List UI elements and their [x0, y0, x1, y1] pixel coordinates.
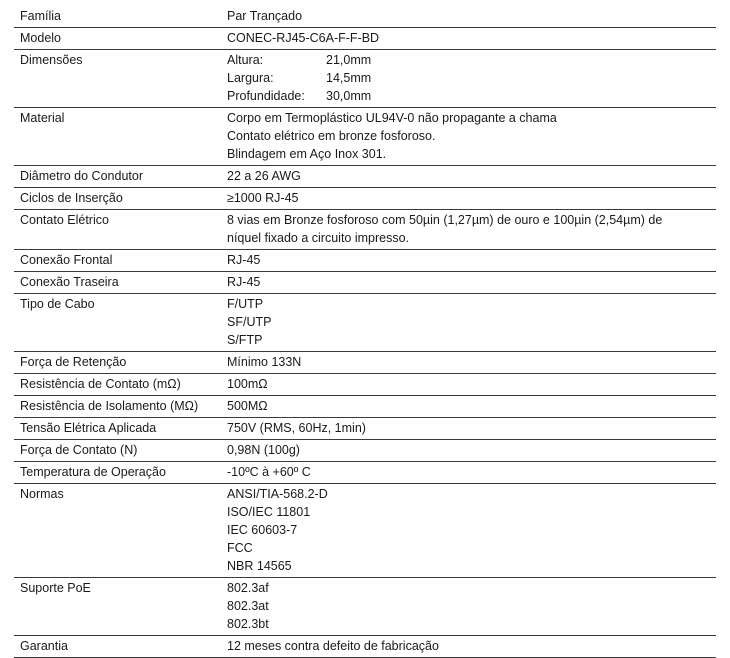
spec-value-line: 802.3af: [227, 581, 269, 595]
dimension-line: [227, 51, 712, 69]
spec-label: Tipo de Cabo: [14, 294, 227, 352]
spec-label: Suporte PoE: [14, 578, 227, 636]
spec-label: Garantia: [14, 636, 227, 658]
spec-row: [14, 28, 716, 50]
spec-value-line: 802.3bt: [227, 617, 269, 631]
spec-value-line: 8 vias em Bronze fosforoso com 50µin (1,27µm) de ouro e 100µin (2,54µm) de: [227, 213, 663, 227]
spec-row: [14, 294, 716, 352]
spec-value: [227, 440, 716, 462]
spec-label: Força de Retenção: [14, 352, 227, 374]
spec-value: [227, 396, 716, 418]
spec-value: [227, 50, 716, 108]
dimension-value: 30,0mm: [326, 89, 372, 103]
spec-value-line: Mínimo 133N: [227, 355, 302, 369]
spec-value-line: 750V (RMS, 60Hz, 1min): [227, 421, 366, 435]
spec-value: [227, 272, 716, 294]
spec-row: [14, 108, 716, 166]
dimension-name: Profundidade:: [227, 89, 305, 103]
spec-row: [14, 250, 716, 272]
spec-label: Força de Contato (N): [14, 440, 227, 462]
spec-table-body: [14, 6, 716, 658]
spec-label: Tensão Elétrica Aplicada: [14, 418, 227, 440]
spec-row: [14, 50, 716, 108]
spec-value-line: RJ-45: [227, 253, 261, 267]
spec-value-line: 100mΩ: [227, 377, 268, 391]
spec-value: [227, 250, 716, 272]
spec-value-line: Par Trançado: [227, 9, 303, 23]
spec-value: [227, 28, 716, 50]
spec-value-line: 22 a 26 AWG: [227, 169, 301, 183]
spec-label: Conexão Traseira: [14, 272, 227, 294]
spec-label: Resistência de Isolamento (MΩ): [14, 396, 227, 418]
spec-label: Temperatura de Operação: [14, 462, 227, 484]
spec-value-line: 0,98N (100g): [227, 443, 300, 457]
spec-value: [227, 294, 716, 352]
spec-row: [14, 374, 716, 396]
dimension-name: Altura:: [227, 53, 264, 67]
spec-value: [227, 484, 716, 578]
spec-value: [227, 374, 716, 396]
spec-value-line: ≥1000 RJ-45: [227, 191, 299, 205]
spec-row: [14, 188, 716, 210]
dimension-line: [227, 87, 712, 105]
spec-value-line: IEC 60603-7: [227, 523, 298, 537]
spec-value-line: ISO/IEC 11801: [227, 505, 311, 519]
spec-label: Modelo: [14, 28, 227, 50]
spec-row: [14, 440, 716, 462]
spec-value-line: Corpo em Termoplástico UL94V-0 não propagante a chama: [227, 111, 557, 125]
spec-row: [14, 418, 716, 440]
spec-value-line: SF/UTP: [227, 315, 272, 329]
spec-label: Material: [14, 108, 227, 166]
spec-value-line: 500MΩ: [227, 399, 268, 413]
spec-value-line: Blindagem em Aço Inox 301.: [227, 147, 387, 161]
spec-value: [227, 6, 716, 28]
spec-label: Diâmetro do Condutor: [14, 166, 227, 188]
spec-row: [14, 484, 716, 578]
spec-label: Resistência de Contato (mΩ): [14, 374, 227, 396]
spec-row: [14, 210, 716, 250]
spec-row: [14, 166, 716, 188]
spec-label: Normas: [14, 484, 227, 578]
spec-value: [227, 108, 716, 166]
spec-label: Ciclos de Inserção: [14, 188, 227, 210]
spec-value-line: 12 meses contra defeito de fabricação: [227, 639, 439, 653]
spec-table: [14, 6, 716, 658]
spec-value-line: S/FTP: [227, 333, 263, 347]
spec-value: [227, 578, 716, 636]
spec-value-line: ANSI/TIA-568.2-D: [227, 487, 328, 501]
spec-value-line: CONEC-RJ45-C6A-F-F-BD: [227, 31, 380, 45]
dimension-value: 21,0mm: [326, 53, 372, 67]
spec-label: Dimensões: [14, 50, 227, 108]
spec-value-line: 802.3at: [227, 599, 269, 613]
spec-value: [227, 418, 716, 440]
dimension-value: 14,5mm: [326, 71, 372, 85]
spec-value: [227, 166, 716, 188]
spec-value: [227, 352, 716, 374]
spec-value-line: NBR 14565: [227, 559, 292, 573]
spec-row: [14, 578, 716, 636]
spec-value: [227, 188, 716, 210]
spec-row: [14, 396, 716, 418]
spec-value-line: FCC: [227, 541, 253, 555]
dimension-name: Largura:: [227, 71, 274, 85]
spec-value-line: F/UTP: [227, 297, 264, 311]
spec-row: [14, 462, 716, 484]
spec-value: [227, 462, 716, 484]
spec-value-line: níquel fixado a circuito impresso.: [227, 231, 410, 245]
spec-label: Família: [14, 6, 227, 28]
spec-row: [14, 6, 716, 28]
spec-label: Contato Elétrico: [14, 210, 227, 250]
spec-value-line: Contato elétrico em bronze fosforoso.: [227, 129, 436, 143]
spec-value: [227, 210, 716, 250]
spec-label: Conexão Frontal: [14, 250, 227, 272]
spec-value-line: RJ-45: [227, 275, 261, 289]
spec-value-line: -10ºC à +60º C: [227, 465, 311, 479]
dimension-line: [227, 69, 712, 87]
spec-row: [14, 272, 716, 294]
spec-row: [14, 352, 716, 374]
